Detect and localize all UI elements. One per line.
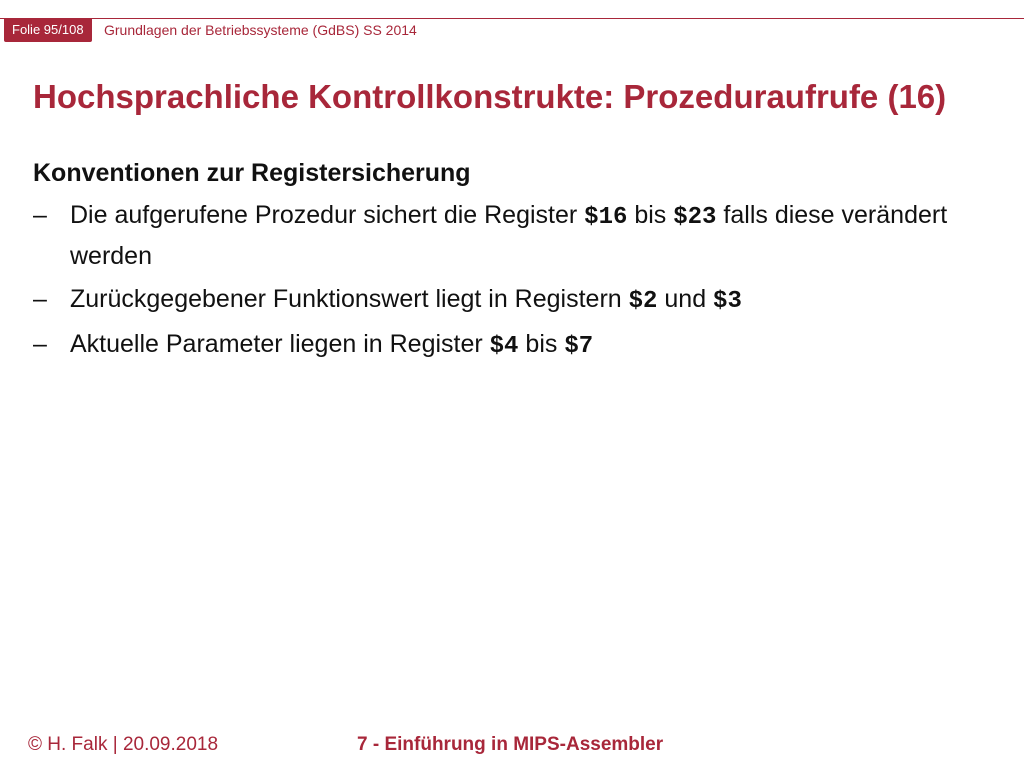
- bullet-text: Aktuelle Parameter liegen in Register: [70, 330, 490, 358]
- register-code: $16: [584, 204, 628, 231]
- bullet-text: bis: [518, 330, 565, 358]
- bullet-text: falls diese verändert werden: [70, 201, 948, 270]
- register-code: $3: [713, 288, 742, 315]
- section-heading: Konventionen zur Registersicherung: [33, 159, 471, 187]
- page-title: Hochsprachliche Kontrollkonstrukte: Prozeduraufrufe (16): [33, 78, 947, 115]
- register-code: $2: [628, 288, 658, 315]
- course-title: Grundlagen der Betriebssysteme (GdBS) SS 2014: [104, 22, 417, 38]
- bullet-list: [33, 196, 993, 370]
- bullet-text: bis: [627, 201, 674, 229]
- bullet-text: und: [657, 285, 714, 313]
- slide-counter: Folie 95/108: [4, 18, 92, 42]
- footer-author-date: © H. Falk | 20.09.2018: [28, 734, 219, 755]
- dash-marker: –: [33, 201, 47, 229]
- register-code: $23: [673, 204, 717, 231]
- register-code: $7: [564, 333, 594, 360]
- bullet-item: [33, 325, 993, 366]
- bullet-item: [33, 196, 993, 276]
- bullet-text: Die aufgerufene Prozedur sichert die Register: [70, 201, 585, 229]
- bullet-item: [33, 280, 993, 321]
- header-rule: [0, 18, 1024, 19]
- bullet-text: Zurückgegebener Funktionswert liegt in Registern: [70, 285, 629, 313]
- dash-marker: –: [33, 330, 47, 358]
- dash-marker: –: [33, 285, 47, 313]
- register-code: $4: [489, 333, 519, 360]
- footer-chapter: 7 - Einführung in MIPS-Assembler: [357, 734, 664, 755]
